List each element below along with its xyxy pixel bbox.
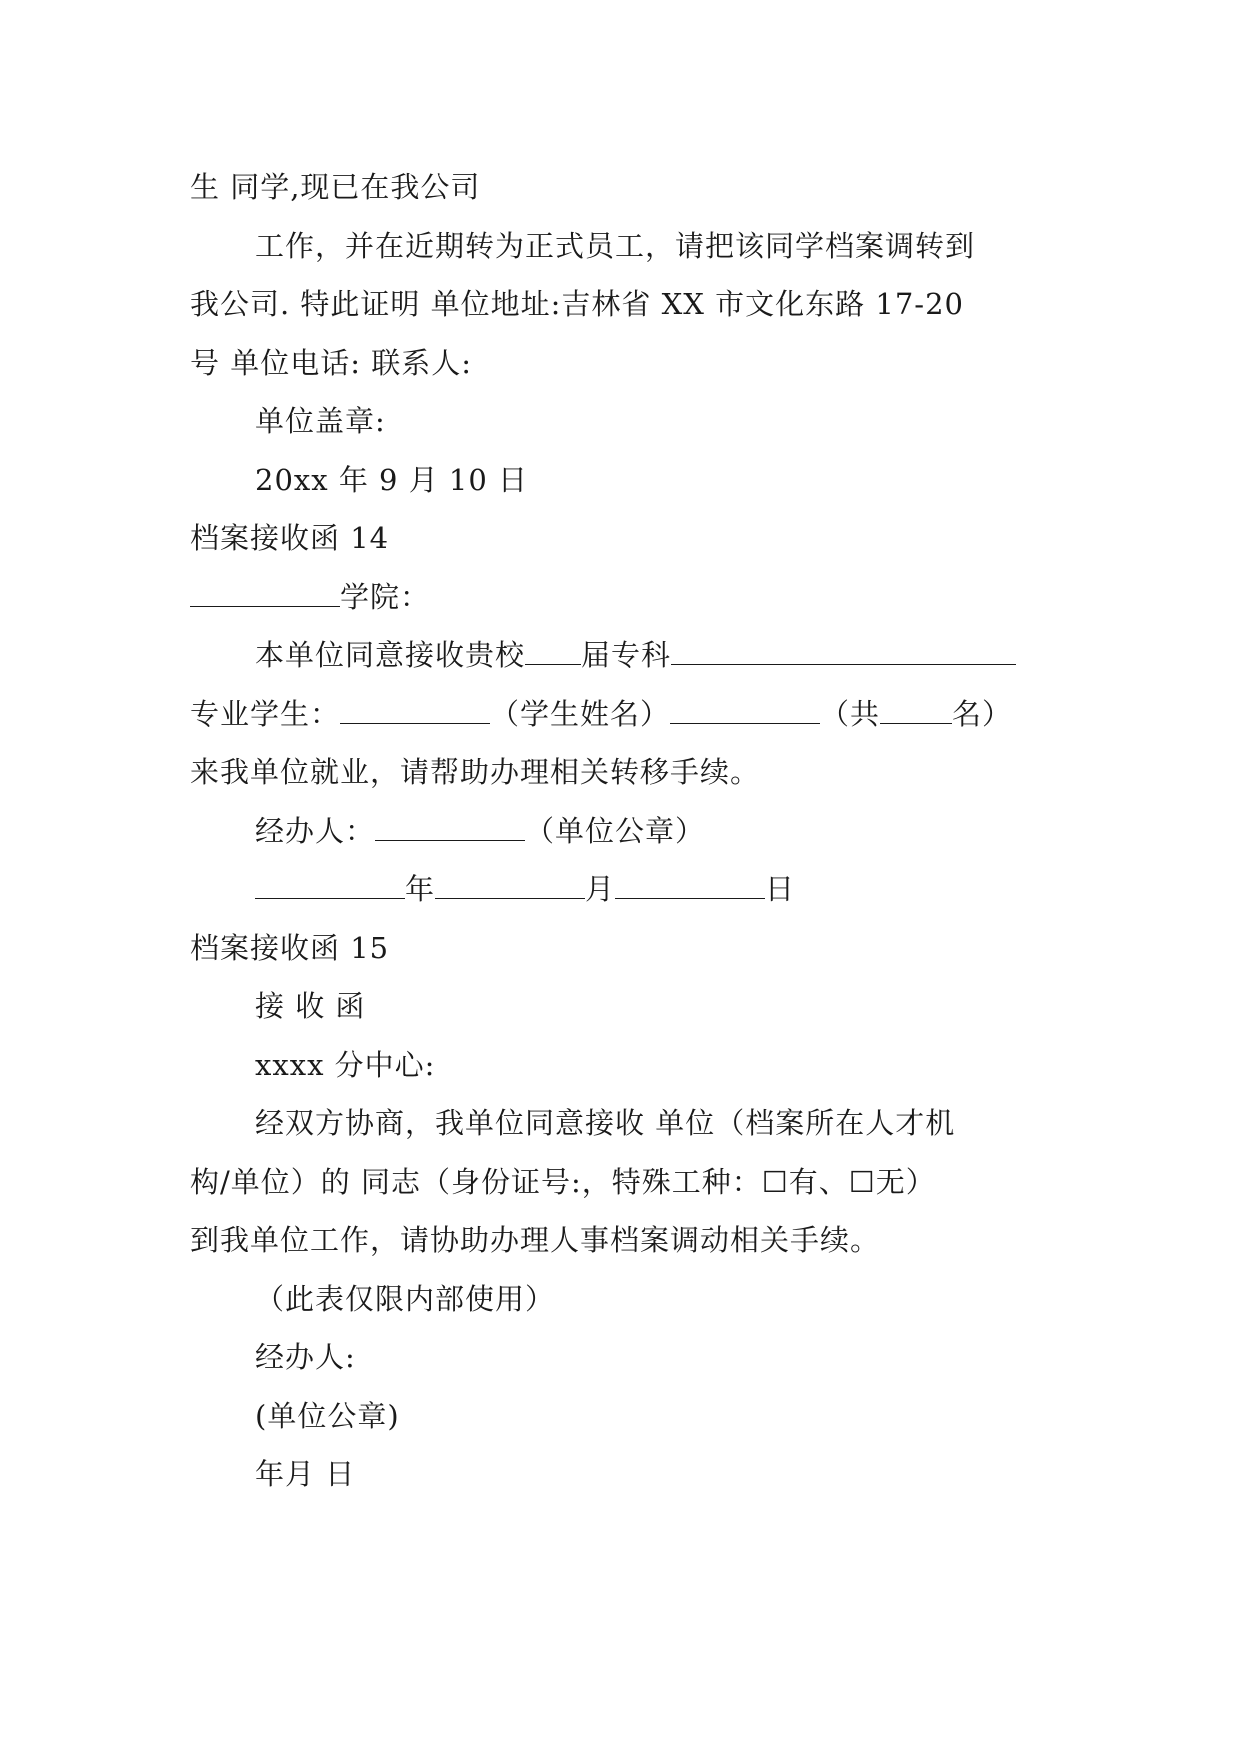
count-open: （共 bbox=[820, 696, 881, 731]
year-label: 年 bbox=[405, 872, 436, 906]
text-line: 到我单位工作，请协助办理人事档案调动相关手续。 bbox=[190, 1223, 881, 1257]
year-blank bbox=[255, 876, 405, 899]
recipient-line: xxxx 分中心: bbox=[255, 1047, 436, 1082]
handler-label: 经办人： bbox=[255, 813, 376, 848]
date-line: 年月 日 bbox=[255, 1457, 356, 1491]
unit-seal-label: （单位公章） bbox=[525, 813, 706, 848]
section-heading-14: 档案接收函 14 bbox=[190, 521, 390, 555]
student-name-blank bbox=[670, 701, 820, 724]
date-line: 20xx 年 9 月 10 日 bbox=[255, 462, 529, 497]
handler-line bbox=[190, 802, 1060, 861]
section-heading-15: 档案接收函 15 bbox=[190, 930, 390, 965]
session-blank bbox=[525, 642, 581, 665]
count-blank bbox=[880, 701, 952, 724]
seal-line: (单位公章) bbox=[255, 1398, 400, 1433]
day-label: 日 bbox=[765, 872, 796, 906]
text-line: 我公司. 特此证明 单位地址:吉林省 XX 市文化东路 17-20 bbox=[190, 287, 964, 321]
major-blank bbox=[671, 642, 1016, 665]
letter-title: 接 收 函 bbox=[255, 989, 366, 1023]
college-label: 学院： bbox=[340, 579, 431, 614]
college-blank bbox=[190, 584, 340, 607]
text-line: 号 单位电话: 联系人: bbox=[190, 345, 472, 380]
handler-line: 经办人: bbox=[255, 1340, 356, 1374]
text-line: 工作，并在近期转为正式员工，请把该同学档案调转到 bbox=[255, 228, 976, 263]
student-line bbox=[190, 685, 1060, 744]
date-blanks-line bbox=[190, 860, 1060, 919]
handler-blank bbox=[375, 818, 525, 841]
text-line: 来我单位就业，请帮助办理相关转移手续。 bbox=[190, 755, 761, 789]
seal-line: 单位盖章: bbox=[255, 404, 386, 438]
day-blank bbox=[615, 876, 765, 899]
college-line bbox=[190, 568, 1060, 627]
internal-note: （此表仅限内部使用） bbox=[255, 1281, 556, 1316]
document-body bbox=[190, 158, 1060, 1504]
month-blank bbox=[435, 876, 585, 899]
major-name-blank bbox=[340, 701, 490, 724]
text-line: 经双方协商，我单位同意接收 单位（档案所在人才机 bbox=[255, 1106, 956, 1140]
accept-text: 本单位同意接收贵校 bbox=[255, 638, 526, 672]
text-line: 生 同学,现已在我公司 bbox=[190, 170, 481, 204]
text-line: 构/单位）的 同志（身份证号:，特殊工种：☐有、☐无） bbox=[190, 1164, 936, 1199]
count-close: 名） bbox=[952, 696, 1013, 731]
major-label: 届专科 bbox=[581, 638, 672, 672]
student-label: 专业学生： bbox=[190, 696, 341, 731]
student-name-label: （学生姓名） bbox=[490, 696, 671, 731]
accept-line bbox=[190, 626, 1060, 685]
month-label: 月 bbox=[585, 872, 616, 906]
